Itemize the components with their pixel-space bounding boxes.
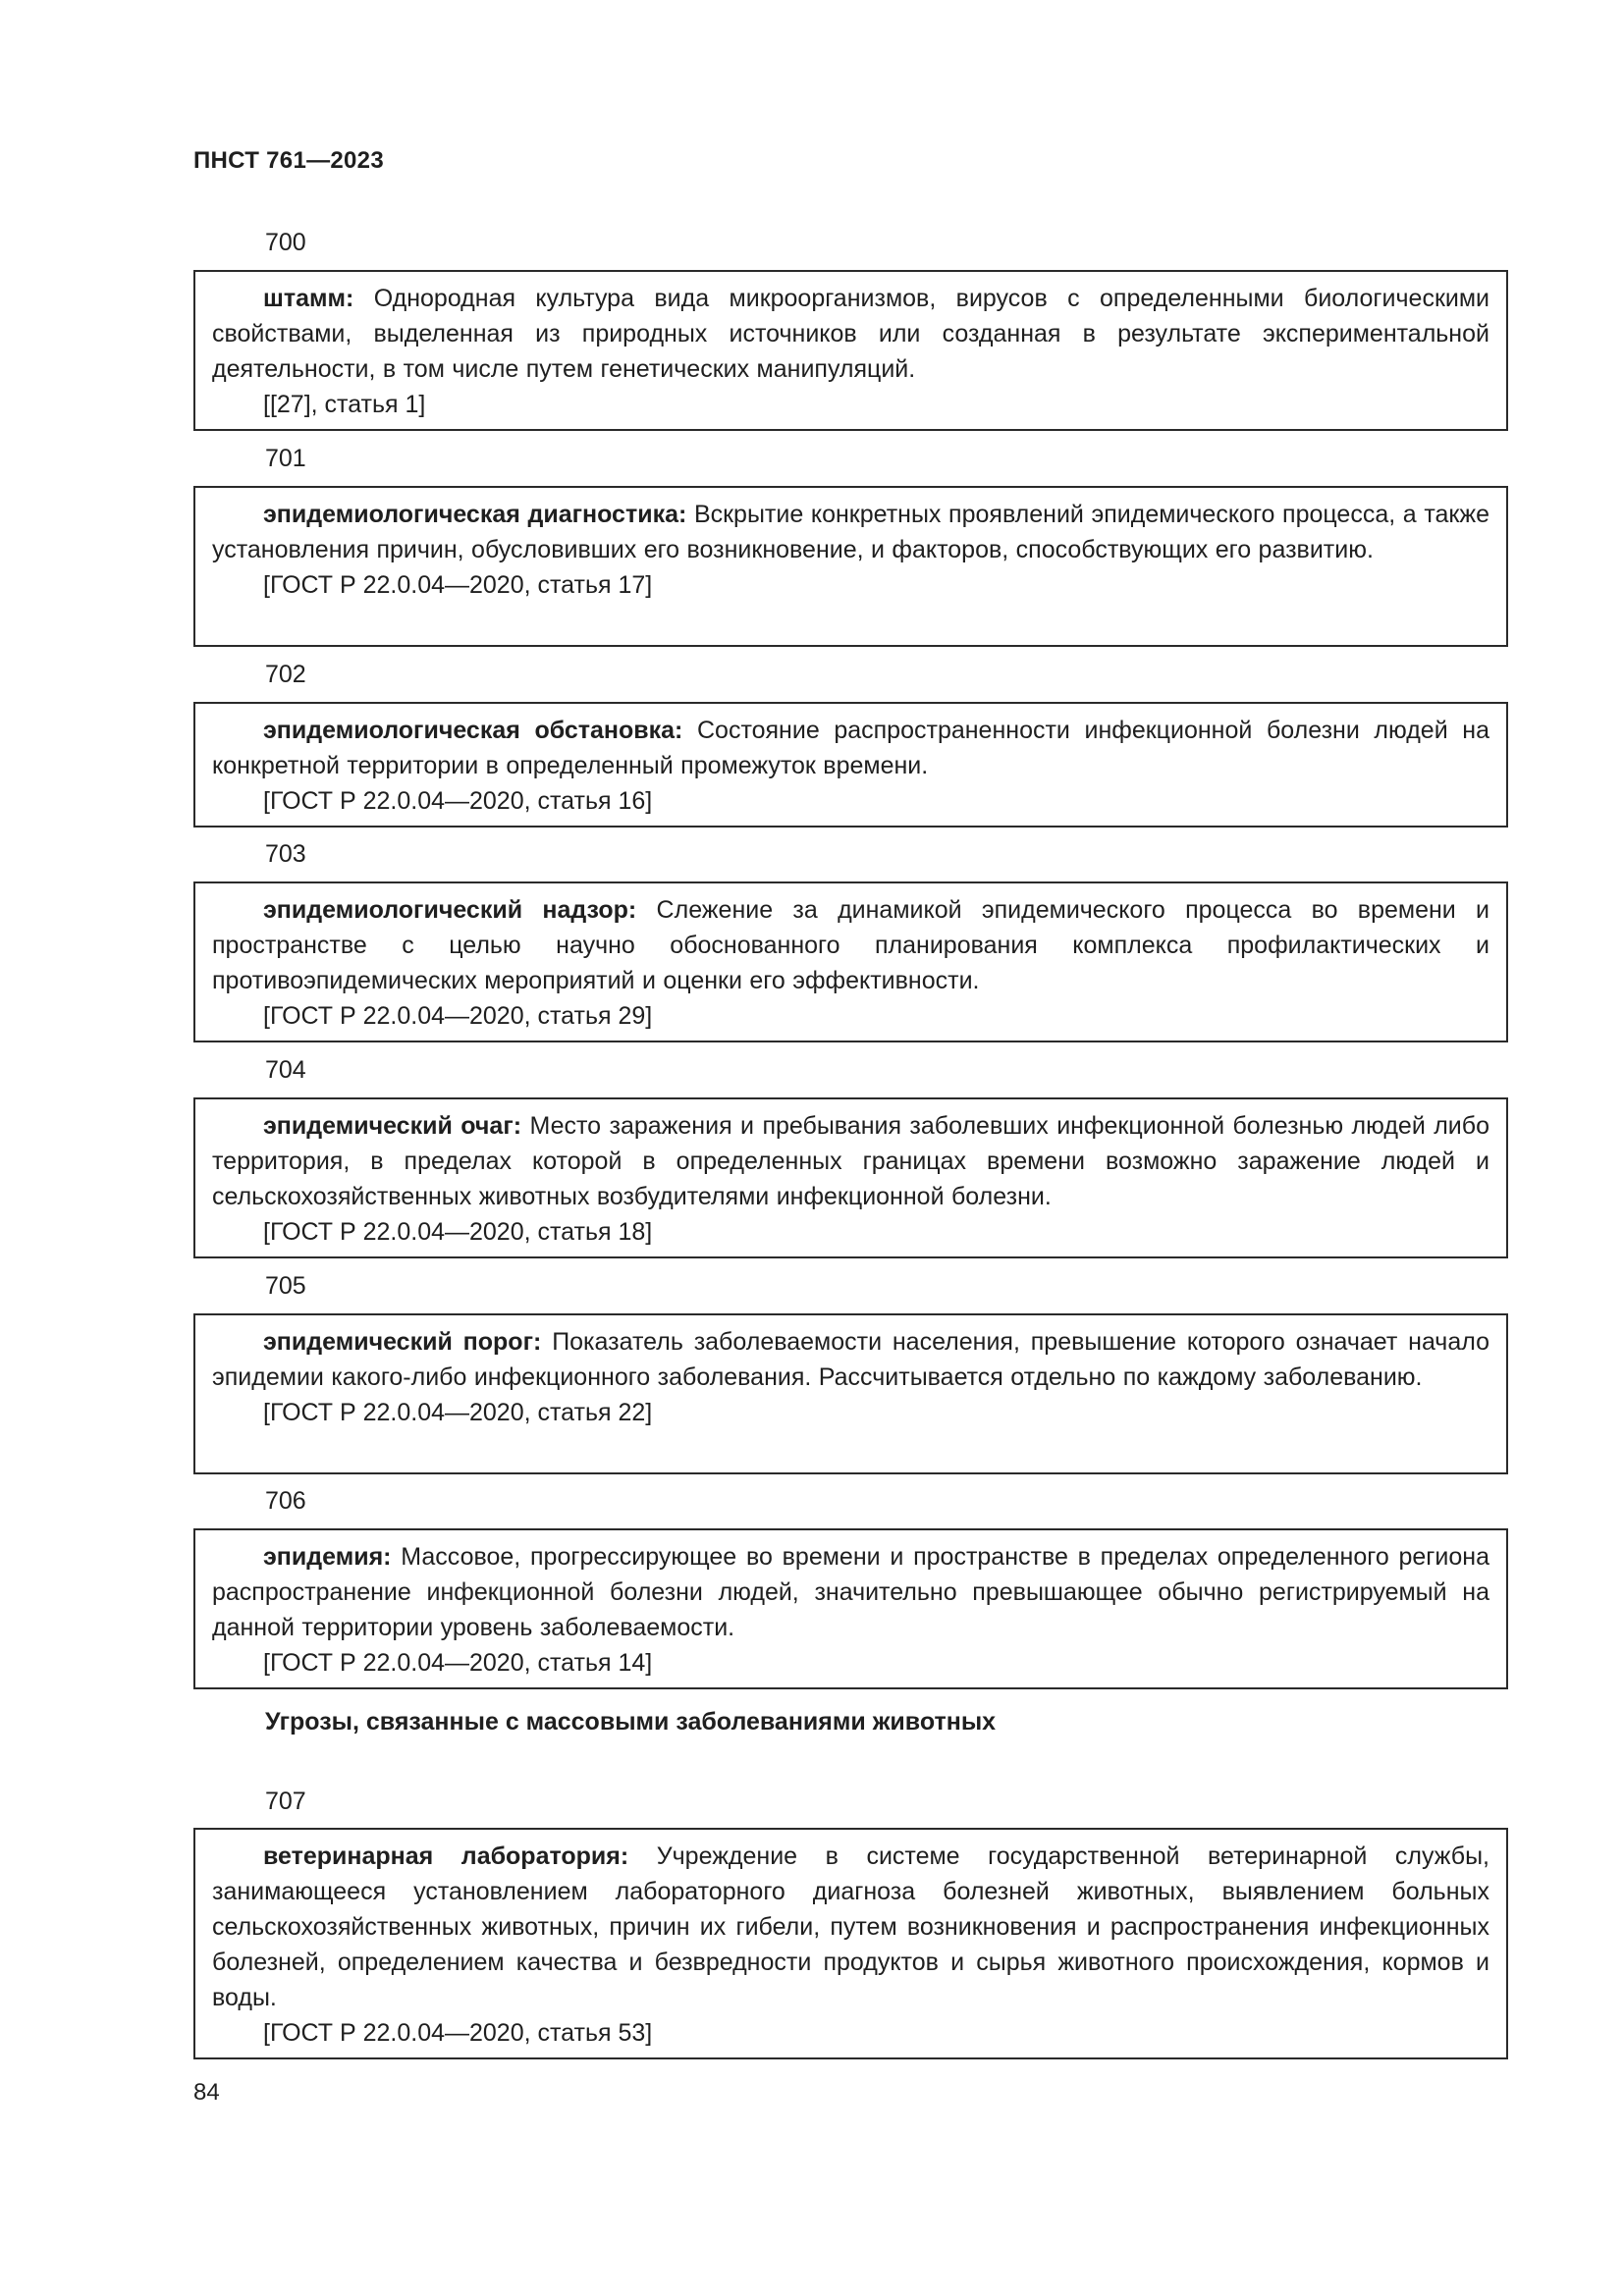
term-source: [ГОСТ Р 22.0.04—2020, статья 16] — [263, 787, 653, 815]
term-definition — [212, 281, 1489, 387]
term-definition-text: Место заражения и пребывания заболевших инфекционной болезнью людей либо территория, в пределах которой в определенных границах времени возможно заражение людей и сельскохозяйственных животных возбудителями инфекционной болезни. — [212, 1112, 1489, 1210]
term-entry-707 — [193, 1828, 1508, 2059]
term-entry-704 — [193, 1097, 1508, 1258]
term-name: штамм: — [263, 285, 354, 312]
entry-number-705: 705 — [265, 1272, 306, 1300]
term-definition-text: Показатель заболеваемости населения, превышение которого означает начало эпидемии какого-либо инфекционного заболевания. Рассчитывается отдельно по каждому заболеванию. — [212, 1328, 1490, 1391]
term-entry-700 — [193, 270, 1508, 431]
term-definition-text: Учреждение в системе государственной ветеринарной службы, занимающееся установлением лабораторного диагноза болезней животных, выявлением больных сельскохозяйственных животных, причин их гибели, путем возникновения и распространения инфекционных болезней, определением качества и безвредности продуктов и сырья животного происхождения, кормов и воды. — [212, 1842, 1489, 2011]
term-name: эпидемия: — [263, 1543, 392, 1571]
section-heading: Угрозы, связанные с массовыми заболеваниями животных — [265, 1708, 997, 1735]
term-source: [ГОСТ Р 22.0.04—2020, статья 14] — [263, 1649, 653, 1677]
term-entry-703 — [193, 881, 1508, 1042]
term-entry-701 — [193, 486, 1508, 647]
term-source: [ГОСТ Р 22.0.04—2020, статья 53] — [263, 2019, 653, 2047]
page-number: 84 — [193, 2079, 220, 2106]
term-source: [[27], статья 1] — [263, 391, 426, 418]
term-entry-706 — [193, 1528, 1508, 1689]
term-definition — [212, 1539, 1489, 1645]
term-source: [ГОСТ Р 22.0.04—2020, статья 22] — [263, 1399, 653, 1426]
entry-number-703: 703 — [265, 840, 306, 868]
term-definition-text: Состояние распространенности инфекционной болезни людей на конкретной территории в определенный промежуток времени. — [212, 717, 1489, 779]
term-entry-702 — [193, 702, 1508, 828]
term-name: эпидемиологический надзор: — [263, 896, 637, 924]
term-definition-text: Вскрытие конкретных проявлений эпидемического процесса, а также установления причин, обусловивших его возникновение, и факторов, способствующих его развитию. — [212, 501, 1489, 563]
term-source: [ГОСТ Р 22.0.04—2020, статья 17] — [263, 571, 653, 599]
entry-number-706: 706 — [265, 1487, 306, 1515]
term-name: эпидемический очаг: — [263, 1112, 522, 1140]
term-name: эпидемиологическая диагностика: — [263, 501, 687, 528]
term-definition — [212, 713, 1489, 783]
entry-number-702: 702 — [265, 661, 306, 688]
term-definition — [212, 497, 1489, 567]
entry-number-704: 704 — [265, 1056, 306, 1084]
term-name: эпидемиологическая обстановка: — [263, 717, 683, 744]
term-definition — [212, 892, 1489, 998]
entry-number-707: 707 — [265, 1788, 306, 1815]
term-definition — [212, 1324, 1489, 1395]
entry-number-700: 700 — [265, 229, 306, 256]
term-source: [ГОСТ Р 22.0.04—2020, статья 18] — [263, 1218, 653, 1246]
term-definition-text: Однородная культура вида микроорганизмов, вирусов с определенными биологическими свойствами, выделенная из природных источников или созданная в результате экспериментальной деятельности, в том числе путем генетических манипуляций. — [212, 285, 1489, 383]
term-name: эпидемический порог: — [263, 1328, 542, 1356]
term-definition — [212, 1108, 1489, 1214]
term-definition-text: Слежение за динамикой эпидемического процесса во времени и пространстве с целью научно обоснованного планирования комплекса профилактических и противоэпидемических мероприятий и оценки его эффективности. — [212, 896, 1490, 994]
term-definition-text: Массовое, прогрессирующее во времени и пространстве в пределах определенного региона распространение инфекционной болезни людей, значительно превышающее обычно регистрируемый на данной территории уровень заболеваемости. — [212, 1543, 1490, 1641]
term-definition — [212, 1839, 1489, 2015]
document-header: ПНСТ 761—2023 — [193, 147, 384, 174]
term-entry-705 — [193, 1313, 1508, 1474]
term-name: ветеринарная лаборатория: — [263, 1842, 629, 1870]
entry-number-701: 701 — [265, 445, 306, 472]
term-source: [ГОСТ Р 22.0.04—2020, статья 29] — [263, 1002, 653, 1030]
